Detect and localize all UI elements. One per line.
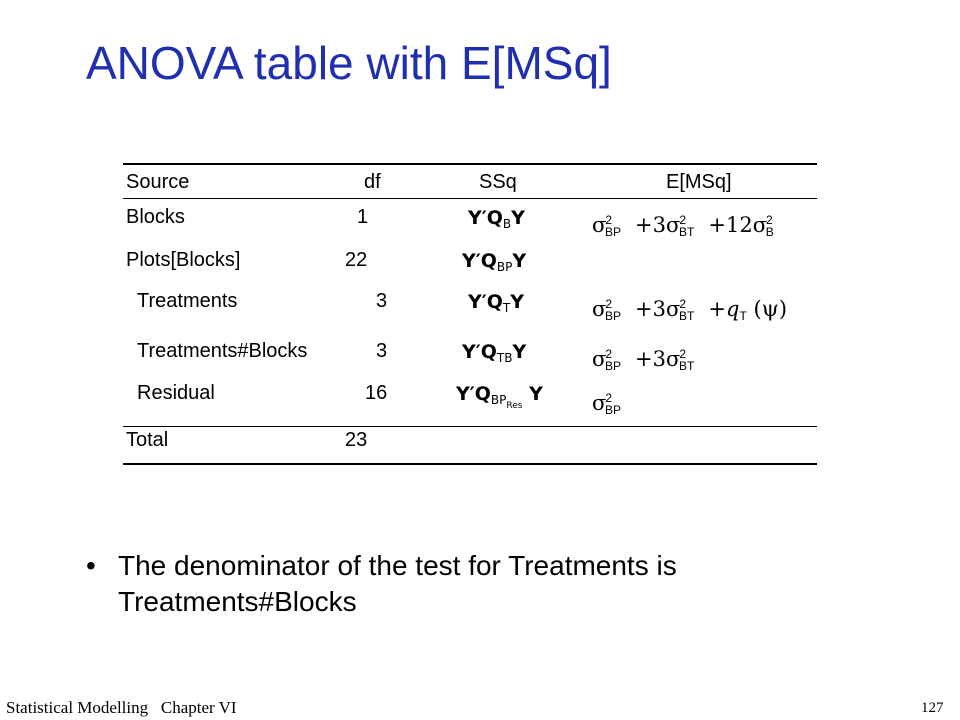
row-source: Treatments#Blocks: [137, 340, 308, 362]
row-source: Blocks: [126, 206, 185, 228]
row-emsq: $\sigma^2_{BP} +3\sigma^2_{BT} +12\sigma^2_B$: [592, 213, 774, 239]
header-source: Source: [126, 171, 190, 193]
row-df: 16: [365, 382, 388, 404]
row-source: Plots[Blocks]: [126, 249, 241, 271]
row-df: 23: [345, 429, 368, 451]
row-ssq: $Y'Q_{BP}Y$: [462, 250, 527, 274]
row-emsq: $\sigma^2_{BP} +3\sigma^2_{BT} +q_T$ (ψ): [592, 297, 788, 323]
table-bottom-rule: [123, 463, 817, 465]
row-ssq: $Y'Q_{TB}Y$: [462, 341, 527, 365]
table-total-rule: [123, 426, 817, 427]
row-df: 3: [376, 340, 388, 362]
row-df: 1: [357, 206, 369, 228]
slide-title: ANOVA table with E[MSq]: [86, 37, 612, 89]
table-top-rule: [123, 163, 817, 165]
header-emsq: E[MSq]: [666, 171, 732, 193]
row-source: Treatments: [137, 290, 238, 312]
bullet-icon: •: [86, 550, 96, 581]
row-ssq: $Y'Q_BY$: [468, 207, 525, 231]
row-ssq: $Y'Q_TY$: [468, 291, 525, 315]
footer-course-label: Statistical Modelling Chapter VI: [6, 698, 237, 717]
page-number: 127: [921, 700, 944, 716]
bullet-text: The denominator of the test for Treatments is Treatments#Blocks: [118, 550, 677, 617]
header-df: df: [364, 171, 381, 193]
row-source: Residual: [137, 382, 215, 404]
row-df: 22: [345, 249, 368, 271]
row-emsq: $\sigma^2_{BP}$: [592, 391, 622, 417]
row-ssq: $Y'Q_{BP_{Res}}$ Y: [456, 383, 543, 411]
header-ssq: SSq: [479, 171, 517, 193]
table-header-rule: [123, 198, 817, 199]
row-emsq: $\sigma^2_{BP} +3\sigma^2_{BT}$: [592, 347, 695, 373]
row-source: Total: [126, 429, 169, 451]
row-df: 3: [376, 290, 388, 312]
